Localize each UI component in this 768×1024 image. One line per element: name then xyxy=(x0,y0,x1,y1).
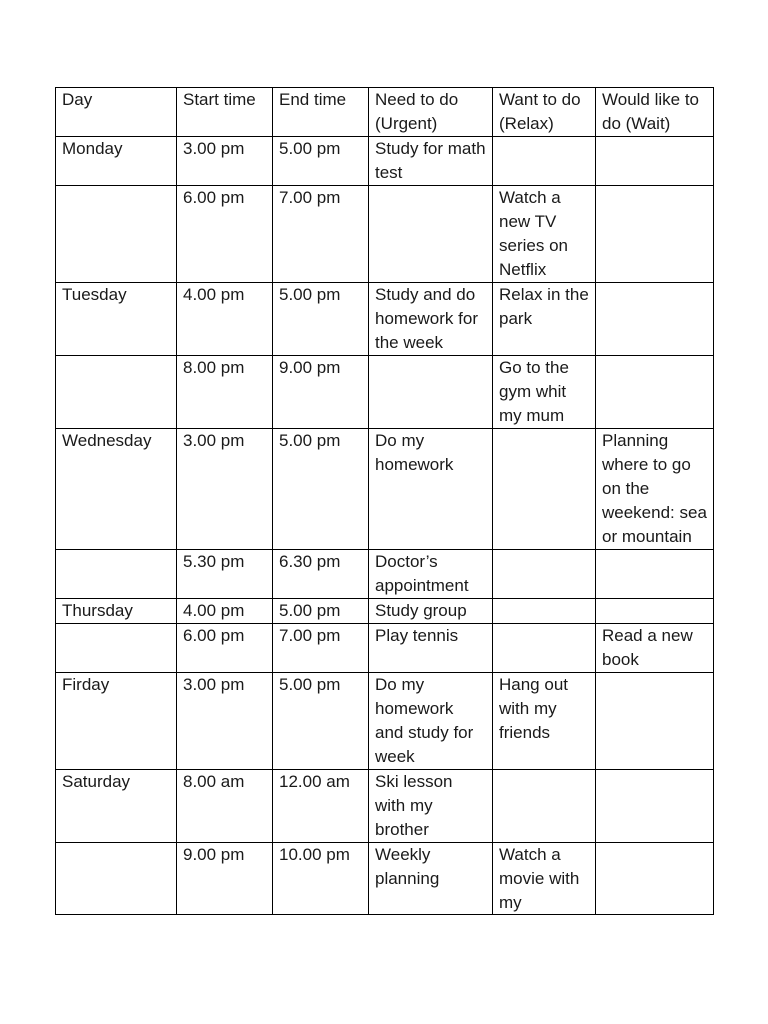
header-start-time: Start time xyxy=(177,88,273,137)
cell-would-like-to-do xyxy=(596,550,714,599)
cell-day: Tuesday xyxy=(56,283,177,356)
table-row xyxy=(56,186,714,283)
header-end-time: End time xyxy=(273,88,369,137)
cell-end-time: 7.00 pm xyxy=(273,186,369,283)
cell-need-to-do: Study group xyxy=(369,599,493,624)
cell-day xyxy=(56,550,177,599)
header-day: Day xyxy=(56,88,177,137)
cell-need-to-do xyxy=(369,186,493,283)
cell-end-time: 9.00 pm xyxy=(273,356,369,429)
header-want-to-do: Want to do (Relax) xyxy=(493,88,596,137)
cell-end-time: 7.00 pm xyxy=(273,624,369,673)
table-row xyxy=(56,624,714,673)
cell-would-like-to-do xyxy=(596,673,714,770)
cell-start-time: 8.00 am xyxy=(177,770,273,843)
cell-need-to-do: Play tennis xyxy=(369,624,493,673)
cell-start-time: 3.00 pm xyxy=(177,673,273,770)
cell-would-like-to-do xyxy=(596,599,714,624)
cell-start-time: 3.00 pm xyxy=(177,137,273,186)
cell-end-time: 5.00 pm xyxy=(273,137,369,186)
cell-start-time: 4.00 pm xyxy=(177,283,273,356)
cell-need-to-do: Ski lesson with my brother xyxy=(369,770,493,843)
cell-want-to-do xyxy=(493,599,596,624)
cell-need-to-do xyxy=(369,356,493,429)
cell-would-like-to-do xyxy=(596,843,714,915)
cell-would-like-to-do: Read a new book xyxy=(596,624,714,673)
cell-would-like-to-do xyxy=(596,356,714,429)
cell-would-like-to-do xyxy=(596,283,714,356)
cell-text: Weekly planning xyxy=(375,845,440,888)
table-row xyxy=(56,137,714,186)
cell-text xyxy=(62,843,170,914)
cell-start-time: 3.00 pm xyxy=(177,429,273,550)
cell-want-to-do: Watch a new TV series on Netflix xyxy=(493,186,596,283)
cell-day xyxy=(56,624,177,673)
cell-day: Monday xyxy=(56,137,177,186)
table-row xyxy=(56,599,714,624)
header-need-to-do: Need to do (Urgent) xyxy=(369,88,493,137)
cell-want-to-do: Hang out with my friends xyxy=(493,673,596,770)
cell-would-like-to-do xyxy=(596,770,714,843)
table-row xyxy=(56,770,714,843)
cell-need-to-do: Do my homework xyxy=(369,429,493,550)
cell-need-to-do: Do my homework and study for week xyxy=(369,673,493,770)
table-row xyxy=(56,550,714,599)
cell-start-time: 6.00 pm xyxy=(177,186,273,283)
cell-want-to-do xyxy=(493,843,596,915)
cell-day: Saturday xyxy=(56,770,177,843)
cell-start-time: 5.30 pm xyxy=(177,550,273,599)
cell-day: Thursday xyxy=(56,599,177,624)
schedule-table-body xyxy=(56,88,714,915)
cell-end-time: 12.00 am xyxy=(273,770,369,843)
cell-would-like-to-do: Planning where to go on the weekend: sea or mountain xyxy=(596,429,714,550)
cell-start-time: 8.00 pm xyxy=(177,356,273,429)
cell-day xyxy=(56,356,177,429)
cell-would-like-to-do xyxy=(596,186,714,283)
cell-start-time: 6.00 pm xyxy=(177,624,273,673)
cell-want-to-do xyxy=(493,624,596,673)
cell-day xyxy=(56,843,177,915)
cell-day xyxy=(56,186,177,283)
cell-text xyxy=(602,843,707,914)
cell-would-like-to-do xyxy=(596,137,714,186)
cell-want-to-do xyxy=(493,429,596,550)
table-row xyxy=(56,843,714,915)
cell-end-time: 5.00 pm xyxy=(273,599,369,624)
cell-want-to-do xyxy=(493,550,596,599)
cell-end-time: 5.00 pm xyxy=(273,673,369,770)
cell-text: 10.00 pm xyxy=(279,845,350,864)
cell-end-time: 6.30 pm xyxy=(273,550,369,599)
cell-text: 9.00 pm xyxy=(183,845,245,864)
cell-start-time xyxy=(177,843,273,915)
cell-want-to-do: Go to the gym whit my mum xyxy=(493,356,596,429)
table-row xyxy=(56,673,714,770)
cell-text: Watch a movie with my xyxy=(499,845,580,912)
cell-day: Wednesday xyxy=(56,429,177,550)
cell-need-to-do xyxy=(369,843,493,915)
cell-need-to-do: Study and do homework for the week xyxy=(369,283,493,356)
header-would-like-to-do: Would like to do (Wait) xyxy=(596,88,714,137)
table-row xyxy=(56,356,714,429)
cell-end-time xyxy=(273,843,369,915)
cell-need-to-do: Study for math test xyxy=(369,137,493,186)
header-row xyxy=(56,88,714,137)
cell-need-to-do: Doctor’s appointment xyxy=(369,550,493,599)
cell-start-time: 4.00 pm xyxy=(177,599,273,624)
cell-want-to-do: Relax in the park xyxy=(493,283,596,356)
cell-day: Firday xyxy=(56,673,177,770)
table-row xyxy=(56,283,714,356)
weekly-schedule-table xyxy=(55,87,714,915)
cell-want-to-do xyxy=(493,137,596,186)
cell-end-time: 5.00 pm xyxy=(273,283,369,356)
table-row xyxy=(56,429,714,550)
cell-want-to-do xyxy=(493,770,596,843)
cell-end-time: 5.00 pm xyxy=(273,429,369,550)
